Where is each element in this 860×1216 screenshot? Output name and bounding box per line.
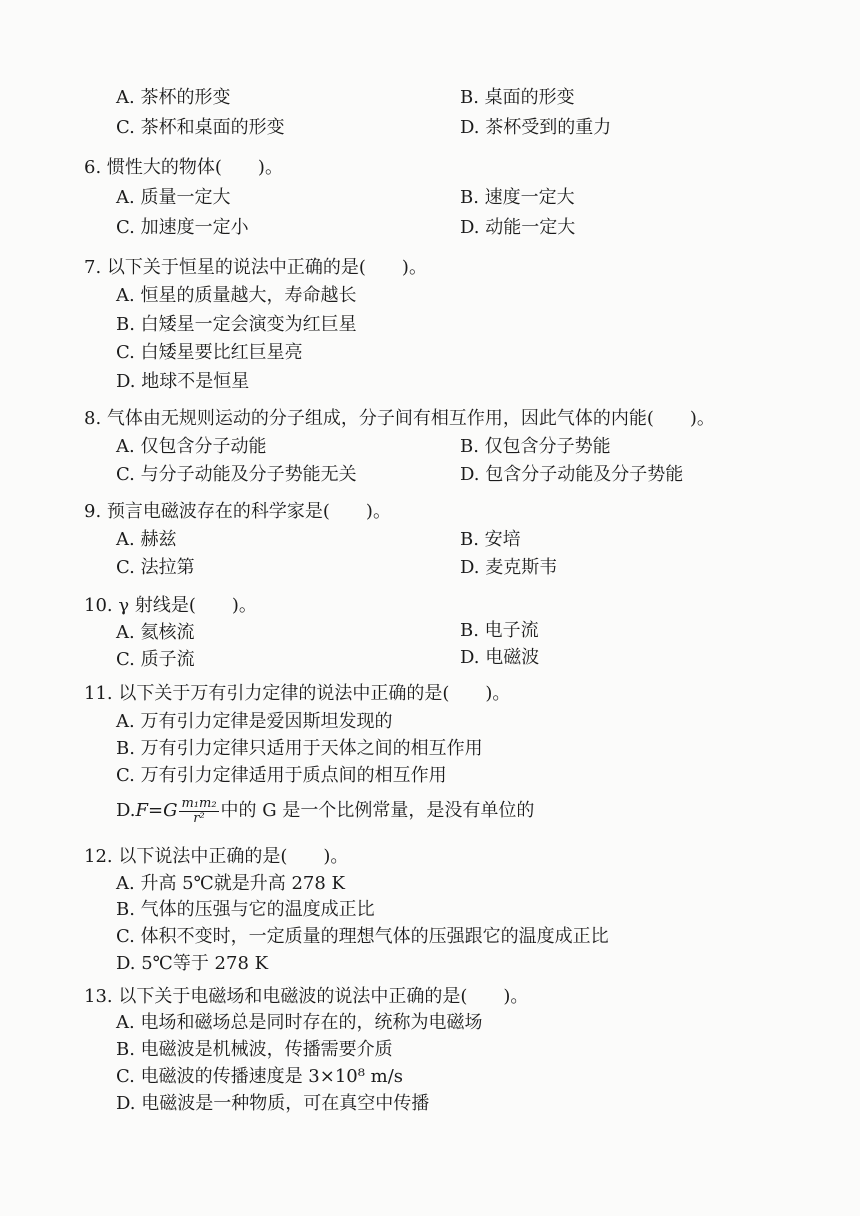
q8-option-d: D. 包含分子动能及分子势能 [460, 464, 684, 485]
q12-option-b: B. 气体的压强与它的温度成正比 [116, 899, 375, 920]
q7-option-d: D. 地球不是恒星 [116, 371, 250, 392]
q9-stem: 9. 预言电磁波存在的科学家是( )。 [84, 501, 391, 522]
q8-option-b: B. 仅包含分子势能 [460, 436, 611, 457]
q13-stem: 13. 以下关于电磁场和电磁波的说法中正确的是( )。 [84, 986, 529, 1007]
fraction-numerator: m₁m₂ [181, 795, 217, 811]
q5-option-d: D. 茶杯受到的重力 [460, 117, 612, 138]
q8-option-c: C. 与分子动能及分子势能无关 [116, 464, 357, 485]
q5-option-b: B. 桌面的形变 [460, 87, 575, 108]
q7-stem: 7. 以下关于恒星的说法中正确的是( )。 [84, 257, 427, 278]
q11-stem: 11. 以下关于万有引力定律的说法中正确的是( )。 [84, 683, 511, 704]
fraction-denominator: r² [193, 810, 205, 826]
q10-option-b: B. 电子流 [460, 620, 539, 641]
q11-option-d-prefix: D. [116, 800, 136, 821]
gravitation-fraction [179, 797, 218, 826]
q5-option-c: C. 茶杯和桌面的形变 [116, 117, 285, 138]
q12-option-d: D. 5℃等于 278 K [116, 953, 269, 974]
q9-option-a: A. 赫兹 [116, 529, 177, 550]
q13-option-b: B. 电磁波是机械波，传播需要介质 [116, 1039, 393, 1060]
q12-option-c: C. 体积不变时，一定质量的理想气体的压强跟它的温度成正比 [116, 926, 609, 947]
q10-stem: 10. γ 射线是( )。 [84, 595, 257, 616]
q11-option-c: C. 万有引力定律适用于质点间的相互作用 [116, 765, 447, 786]
q11-option-d-suffix: 中的 G 是一个比例常量，是没有单位的 [220, 800, 535, 821]
q9-option-d: D. 麦克斯韦 [460, 557, 558, 578]
q9-option-b: B. 安培 [460, 529, 521, 550]
q8-option-a: A. 仅包含分子动能 [116, 436, 267, 457]
q7-option-a: A. 恒星的质量越大，寿命越长 [116, 285, 357, 306]
q10-option-d: D. 电磁波 [460, 647, 540, 668]
q6-option-c: C. 加速度一定小 [116, 217, 249, 238]
q11-option-d [116, 792, 534, 830]
q11-option-b: B. 万有引力定律只适用于天体之间的相互作用 [116, 738, 483, 759]
q10-option-a: A. 氦核流 [116, 622, 195, 643]
q12-stem: 12. 以下说法中正确的是( )。 [84, 846, 349, 867]
q5-option-a: A. 茶杯的形变 [116, 87, 231, 108]
gravitation-formula-left: F=G [135, 800, 178, 821]
q13-option-c: C. 电磁波的传播速度是 3×10⁸ m/s [116, 1066, 404, 1087]
q7-option-c: C. 白矮星要比红巨星亮 [116, 342, 303, 363]
q12-option-a: A. 升高 5℃就是升高 278 K [116, 873, 345, 894]
q13-option-d: D. 电磁波是一种物质，可在真空中传播 [116, 1093, 430, 1114]
q8-stem: 8. 气体由无规则运动的分子组成，分子间有相互作用，因此气体的内能( )。 [84, 408, 715, 429]
q10-option-c: C. 质子流 [116, 649, 195, 670]
q6-option-d: D. 动能一定大 [460, 217, 576, 238]
q13-option-a: A. 电场和磁场总是同时存在的，统称为电磁场 [116, 1012, 483, 1033]
q7-option-b: B. 白矮星一定会演变为红巨星 [116, 314, 357, 335]
q6-option-b: B. 速度一定大 [460, 187, 575, 208]
q6-option-a: A. 质量一定大 [116, 187, 231, 208]
q9-option-c: C. 法拉第 [116, 557, 195, 578]
q6-stem: 6. 惯性大的物体( )。 [84, 157, 283, 178]
q11-option-a: A. 万有引力定律是爱因斯坦发现的 [116, 711, 393, 732]
